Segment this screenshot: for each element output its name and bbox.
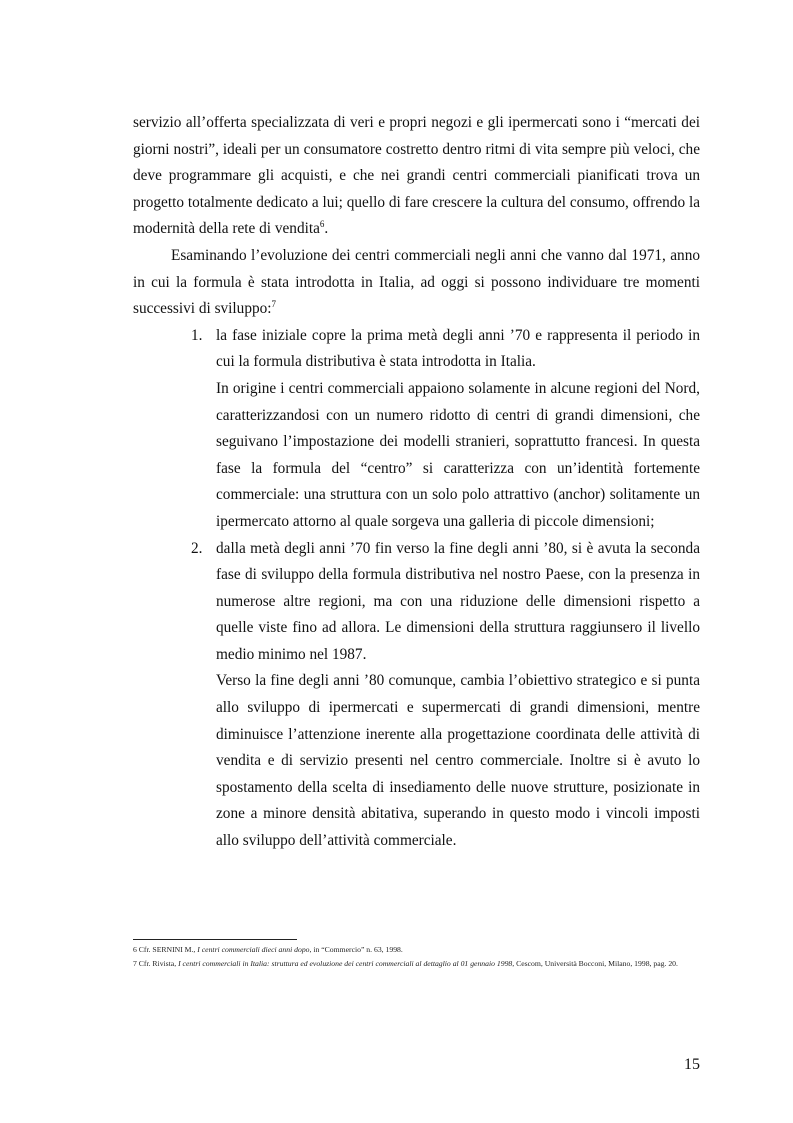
footnote-text: , in “Commercio” n. 63, 1998. <box>309 945 403 954</box>
footnotes <box>133 943 700 970</box>
footnote-ref-6[interactable]: 6 <box>319 219 325 230</box>
body-text <box>133 110 700 855</box>
paragraph-2 <box>133 243 700 323</box>
list-item-number: 2. <box>191 539 203 557</box>
list-item-number: 1. <box>191 326 203 344</box>
list-item-paragraph: dalla metà degli anni ’70 fin verso la fine degli anni ’80, si è avuta la seconda fase di sviluppo della formula distributiva nel nostro Paese, con la presenza in numerose altre regioni, ma con una riduzione delle dimensioni rispetto a quelle viste fino ad allora. Le dimensioni della struttura raggiunsero il livello medio minimo nel 1987. <box>216 539 700 663</box>
footnote-text: , Cescom, Università Bocconi, Milano, 1998, pag. 20. <box>512 958 678 968</box>
list-item-paragraph: Verso la fine degli anni ’80 comunque, cambia l’obiettivo strategico e si punta allo sviluppo di ipermercati e supermercati di grandi dimensioni, mentre diminuisce l’attenzione inerente alla progettazione coordinata delle attività di vendita e di servizio presenti nel centro commerciale. Inoltre si è avuto lo spostamento della scelta di insediamento delle nuove strutture, posizionate in zone a minore densità abitativa, superando in questo modo i vincoli imposti allo sviluppo dell’attività commerciale. <box>216 672 700 850</box>
list-item <box>133 323 700 536</box>
footnote-7 <box>133 957 700 971</box>
page-number: 15 <box>684 1056 700 1073</box>
paragraph-1-end: . <box>324 220 329 238</box>
phase-list <box>133 323 700 855</box>
paragraph-2-text: Esaminando l’evoluzione dei centri commerciali negli anni che vanno dal 1971, anno in cui la formula è stata introdotta in Italia, ad oggi si possono individuare tre momenti successivi di sviluppo: <box>133 246 700 318</box>
paragraph-1 <box>133 110 700 243</box>
footnote-6 <box>133 943 700 957</box>
footnote-text: 7 Cfr. Rivista, <box>133 958 179 968</box>
paragraph-1-text: servizio all’offerta specializzata di veri e propri negozi e gli ipermercati sono i “mercati dei giorni nostri”, ideali per un consumatore costretto dentro ritmi di vita sempre più veloci, che deve programmare gli acquisti, e che nei grandi centri commerciali pianificati trova un progetto totalmente dedicato a lui; quello di fare crescere la cultura del consumo, offrendo la modernità della rete di vendita <box>133 114 700 238</box>
footnote-ref-7[interactable]: 7 <box>271 299 277 310</box>
footnote-title: I centri commerciali in Italia: struttura ed evoluzione dei centri commerciali al dettaglio al 01 gennaio 1998 <box>178 958 513 968</box>
footnote-separator <box>133 939 297 940</box>
list-item-paragraph: la fase iniziale copre la prima metà degli anni ’70 e rappresenta il periodo in cui la formula distributiva è stata introdotta in Italia. <box>216 326 700 371</box>
footnote-text: 6 Cfr. SERNINI M., <box>133 945 198 954</box>
list-item-paragraph: In origine i centri commerciali appaiono solamente in alcune regioni del Nord, caratterizzandosi con un numero ridotto di centri di grandi dimensioni, che seguivano l’impostazione dei modelli stranieri, soprattutto francesi. In questa fase la formula del “centro” si caratterizza con un’identità fortemente commerciale: una struttura con un solo polo attrattivo (anchor) solitamente un ipermercato attorno al quale sorgeva una galleria di piccole dimensioni; <box>216 379 700 530</box>
footnote-title: I centri commerciali dieci anni dopo <box>197 945 310 954</box>
list-item <box>133 536 700 855</box>
